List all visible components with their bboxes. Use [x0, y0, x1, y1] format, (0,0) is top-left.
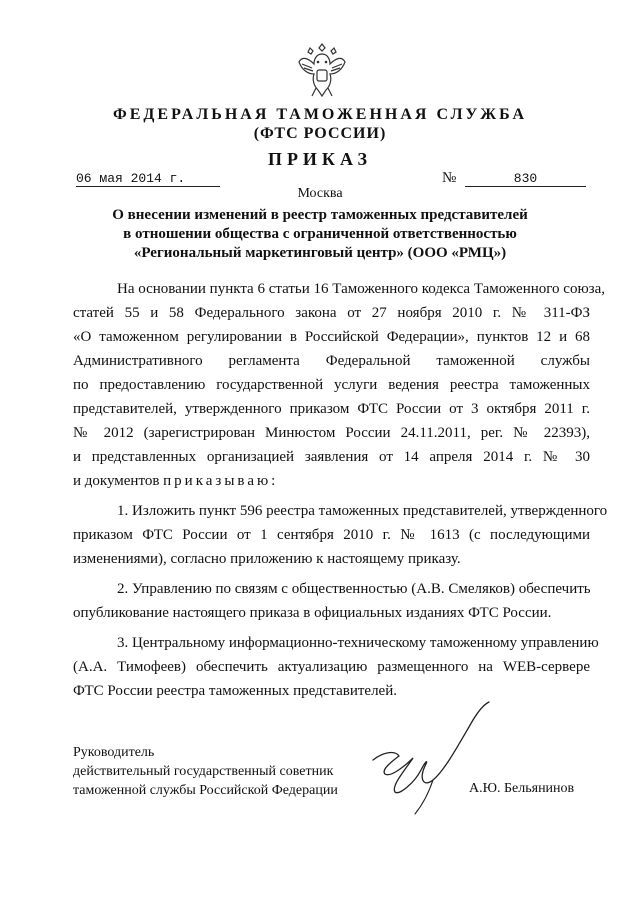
item-line: (А.А. Тимофеев) обеспечить актуализацию размещенного на WEB-сервере	[73, 659, 590, 675]
number-label: №	[442, 170, 457, 186]
preamble-line: и представленных организацией заявления от 14 апреля 2014 г. № 30	[73, 449, 590, 465]
preamble-line: по предоставлению государственной услуги ведения реестра таможенных	[73, 377, 590, 393]
signer-position	[73, 743, 338, 800]
item-line: изменениями), согласно приложению к настоящему приказу.	[73, 551, 461, 567]
preamble-line: представителей, утвержденного приказом ФТС России от 3 октября 2011 г.	[73, 401, 590, 417]
preamble-line: На основании пункта 6 статьи 16 Таможенного кодекса Таможенного союза,	[117, 281, 605, 297]
item-line: 2. Управлению по связям с общественностью (А.В. Смеляков) обеспечить	[117, 581, 591, 597]
item-line: приказом ФТС России от 1 сентября 2010 г. № 1613 (с последующими	[73, 527, 590, 543]
item-line: ФТС России реестра таможенных представителей.	[73, 683, 397, 699]
preamble-line: № 2012 (зарегистрирован Минюстом России 24.11.2011, рег. № 22393),	[73, 425, 590, 441]
preamble-last-text: и документов	[73, 473, 160, 489]
preamble-line: Административного регламента Федеральной таможенной службы	[73, 353, 590, 369]
order-number: 830	[465, 172, 586, 187]
order-date: 06 мая 2014 г.	[76, 172, 220, 187]
order-word: приказываю:	[163, 473, 279, 489]
position-line: Руководитель	[73, 745, 155, 760]
agency-short-name: (ФТС РОССИИ)	[253, 125, 387, 142]
order-subject	[100, 206, 540, 263]
position-line: таможенной службы Российской Федерации	[73, 783, 338, 798]
preamble-line: статей 55 и 58 Федерального закона от 27 ноября 2010 г. № 311-ФЗ	[73, 305, 590, 321]
city: Москва	[297, 186, 343, 201]
item-line: 1. Изложить пункт 596 реестра таможенных представителей, утвержденного	[117, 503, 608, 519]
item-line: 3. Центральному информационно-техническому таможенному управлению	[117, 635, 599, 651]
handwritten-signature	[355, 700, 505, 820]
subject-line: «Региональный маркетинговый центр» (ООО «РМЦ»)	[133, 245, 507, 261]
position-line: действительный государственный советник	[73, 764, 334, 779]
coat-of-arms-emblem	[296, 40, 348, 100]
preamble-line: «О таможенном регулировании в Российской Федерации», пунктов 12 и 68	[73, 329, 590, 345]
agency-name: ФЕДЕРАЛЬНАЯ ТАМОЖЕННАЯ СЛУЖБА	[112, 106, 528, 123]
signer-name: А.Ю. Бельянинов	[469, 781, 575, 796]
subject-line: О внесении изменений в реестр таможенных представителей	[112, 207, 528, 223]
subject-line: в отношении общества с ограниченной ответственностью	[123, 226, 517, 242]
item-line: опубликование настоящего приказа в официальных изданиях ФТС России.	[73, 605, 552, 621]
order-body	[73, 277, 608, 703]
preamble-last-line	[73, 469, 590, 493]
document-type: ПРИКАЗ	[267, 149, 373, 169]
